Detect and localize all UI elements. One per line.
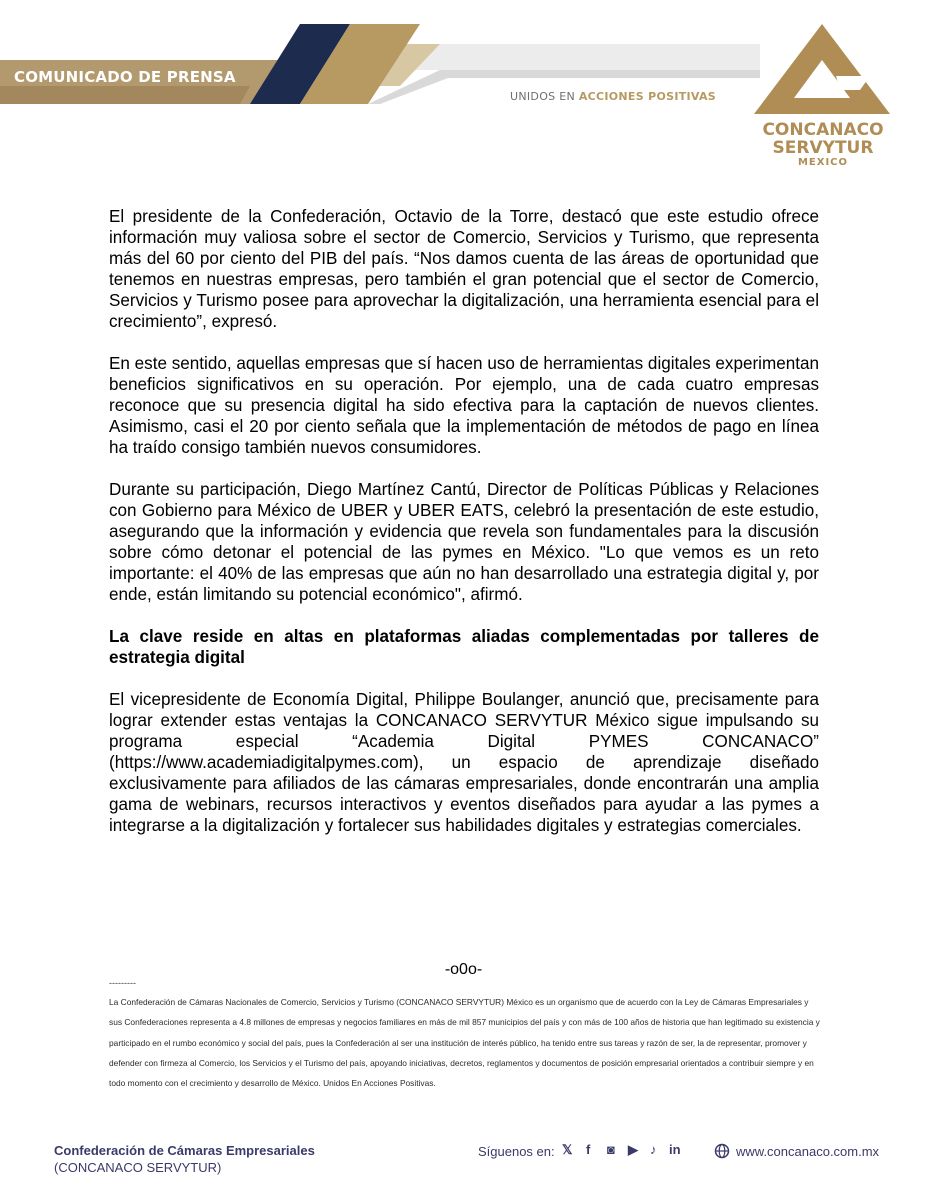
page-footer xyxy=(0,1135,927,1200)
paragraph-3: Durante su participación, Diego Martínez Cantú, Director de Políticas Públicas y Relaciones con Gobierno para México de UBER y UBER EATS, celebró la presentación de este estudio, asegurando que la información y evidencia que revela son fundamentales para la discusión sobre cómo detonar el potencial de las pymes en México. "Lo que vemos es un reto importante: el 40% de las empresas que aún no han desarrollado una estrategia digital y, por ende, están limitando su potencial económico", afirmó. xyxy=(109,480,819,604)
linkedin-icon[interactable]: in xyxy=(669,1142,681,1157)
page-header xyxy=(0,0,927,185)
press-release-body xyxy=(109,206,819,857)
facebook-icon[interactable]: f xyxy=(586,1142,591,1157)
logo-text-concanaco: CONCANACO xyxy=(762,120,884,140)
end-separator: -o0o- xyxy=(444,961,483,978)
globe-icon xyxy=(714,1143,730,1159)
x-icon[interactable]: 𝕏 xyxy=(562,1142,573,1157)
paragraph-1: El presidente de la Confederación, Octavio de la Torre, destacó que este estudio ofrece información muy valiosa sobre el sector de Comercio, Servicios y Turismo, que representa más del 60 por ciento del PIB del país. “Nos damos cuenta de las áreas de oportunidad que tenemos en nuestras empresas, pero también el gran potencial que el sector de Comercio, Servicios y Turismo posee para aprovechar la digitalización, una herramienta esencial para el crecimiento”, expresó. xyxy=(109,207,819,331)
paragraph-4: El vicepresidente de Economía Digital, Philippe Boulanger, anunció que, precisamente para lograr extender estas ventajas la CONCANACO SERVYTUR México sigue impulsando su programa especial “Academia Digital PYMES CONCANACO” (https://www.academiadigitalpymes.com), un espacio de aprendizaje diseñado exclusivamente para afiliados de las cámaras empresariales, donde encontrarán una amplia gama de webinars, recursos interactivos y eventos diseñados para ayudar a las pymes a integrarse a la digitalización y fortalecer sus habilidades digitales y estrategias comerciales. xyxy=(109,690,819,835)
follow-label: Síguenos en: xyxy=(478,1144,555,1159)
logo-text-mexico: MEXICO xyxy=(797,157,849,168)
website-link[interactable]: www.concanaco.com.mx xyxy=(736,1144,880,1159)
footer-org-acronym: (CONCANACO SERVYTUR) xyxy=(54,1160,222,1175)
footnote-dashes: --------- xyxy=(109,978,136,988)
tagline xyxy=(510,90,716,103)
press-release-label: COMUNICADO DE PRENSA xyxy=(14,68,236,86)
logo-text-servytur: SERVYTUR xyxy=(772,138,874,158)
tiktok-icon[interactable]: ♪ xyxy=(650,1142,657,1157)
tagline-prefix: UNIDOS EN xyxy=(510,90,579,103)
section-heading: La clave reside en altas en plataformas aliadas complementadas por talleres de estrategia digital xyxy=(109,627,819,667)
footer-org-name: Confederación de Cámaras Empresariales xyxy=(54,1143,315,1158)
youtube-icon[interactable]: ▶ xyxy=(628,1142,638,1157)
paragraph-2: En este sentido, aquellas empresas que sí hacen uso de herramientas digitales experimentan beneficios significativos en su operación. Por ejemplo, una de cada cuatro empresas reconoce que su presencia digital ha sido efectiva para la captación de nuevos clientes. Asimismo, casi el 20 por ciento señala que la implementación de métodos de pago en línea ha traído consigo también nuevos consumidores. xyxy=(109,354,819,457)
instagram-icon[interactable]: ◙ xyxy=(607,1142,615,1157)
tagline-highlight: ACCIONES POSITIVAS xyxy=(578,90,717,103)
disclaimer-text: La Confederación de Cámaras Nacionales de Comercio, Servicios y Turismo (CONCANACO SERVYTUR) México es un organismo que de acuerdo con la Ley de Cámaras Empresariales y sus Confederaciones representa a 4.8 millones de empresas y negocios familiares en más de mil 857 municipios del país y con más de 100 años de historia que han legitimado su existencia y participado en el rumbo económico y social del país, pues la Confederación al ser una institución de interés público, ha tenido entre sus tareas y razón de ser, la de representar, promover y defender con firmeza al Comercio, los Servicios y el Turismo del país, apoyando iniciativas, decretos, reglamentos y documentos de posición empresarial orientados a contribuir siempre y en todo momento con el crecimiento y desarrollo de México. Unidos En Acciones Positivas. xyxy=(109,997,820,1089)
header-gold-shadow xyxy=(0,86,250,104)
